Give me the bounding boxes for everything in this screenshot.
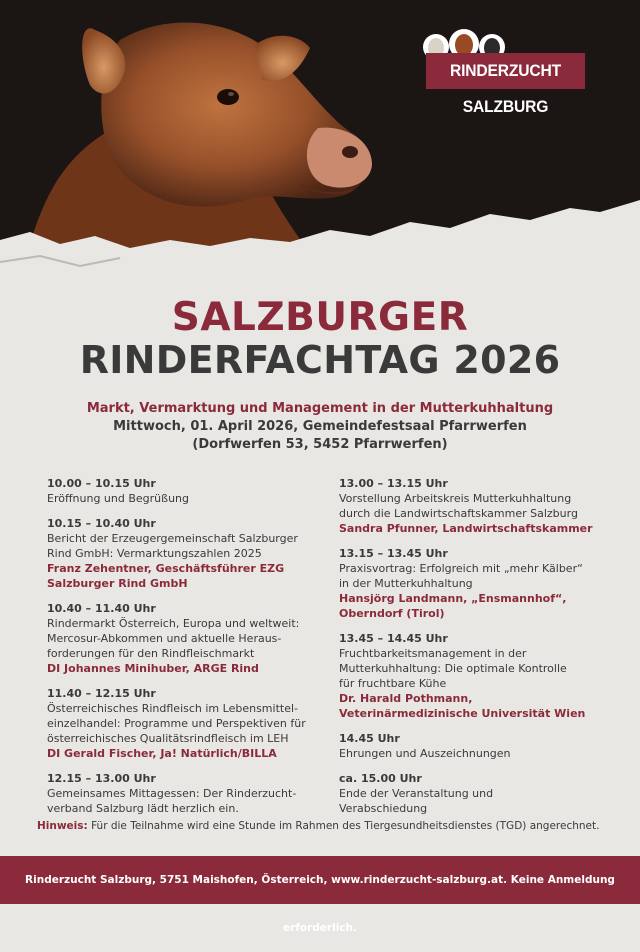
program-description-line: Mercosur-Abkommen und aktuelle Heraus- [47, 632, 282, 645]
program-time: 12.15 – 13.00 Uhr [47, 772, 156, 785]
program-item [339, 771, 619, 816]
program-description-line: Ehrungen und Auszeichnungen [339, 747, 511, 760]
program-left-column [47, 476, 327, 826]
program-speaker-line: Dr. Harald Pothmann, [339, 692, 473, 705]
program-time: ca. 15.00 Uhr [339, 772, 422, 785]
program-description-line: österreichisches Qualitätsrindfleisch im LEH [47, 732, 289, 745]
program-description-line: Rindermarkt Österreich, Europa und weltweit: [47, 617, 300, 630]
program-description-line: Fruchtbarkeitsmanagement in der [339, 647, 527, 660]
program-speaker-line: Hansjörg Landmann, „Ensmannhof“, [339, 592, 567, 605]
program-item [47, 771, 327, 816]
program-speaker-line: Veterinärmedizinische Universität Wien [339, 707, 586, 720]
program-time: 13.15 – 13.45 Uhr [339, 547, 448, 560]
program-time: 10.40 – 11.40 Uhr [47, 602, 156, 615]
program-item [47, 601, 327, 676]
program-description-line: in der Mutterkuhhaltung [339, 577, 473, 590]
program-description-line: Rind GmbH: Vermarktungszahlen 2025 [47, 547, 262, 560]
title-line-1: SALZBURGER [171, 295, 469, 340]
program-description-line: für fruchtbare Kühe [339, 677, 447, 690]
note [37, 820, 617, 832]
program-description-line: Praxisvortrag: Erfolgreich mit „mehr Kälber“ [339, 562, 583, 575]
hero-image [0, 0, 640, 280]
program-description-line: verband Salzburg lädt herzlich ein. [47, 802, 239, 815]
subtitle-topic: Markt, Vermarktung und Management in der Mutterkuhhaltung [86, 401, 554, 416]
logo [419, 27, 592, 116]
program-description-line: einzelhandel: Programme und Perspektiven für [47, 717, 306, 730]
program-description-line: Verabschiedung [339, 802, 428, 815]
program-time: 13.45 – 14.45 Uhr [339, 632, 448, 645]
program-description-line: durch die Landwirtschaftskammer Salzburg [339, 507, 578, 520]
logo-text: RINDERZUCHT SALZBURG [426, 53, 585, 89]
program-description-line: Mutterkuhhaltung: Die optimale Kontrolle [339, 662, 567, 675]
program-item [47, 686, 327, 761]
subtitle-date-venue: Mittwoch, 01. April 2026, Gemeindefestsaal Pfarrwerfen [113, 419, 527, 434]
program-description-line: Ende der Veranstaltung und [339, 787, 494, 800]
program-item [339, 631, 619, 721]
program-description-line: Vorstellung Arbeitskreis Mutterkuhhaltung [339, 492, 572, 505]
program-right-column [339, 476, 619, 826]
program-time: 10.15 – 10.40 Uhr [47, 517, 156, 530]
program-time: 13.00 – 13.15 Uhr [339, 477, 448, 490]
program-item [339, 476, 619, 536]
note-text: Für die Teilnahme wird eine Stunde im Rahmen des Tiergesundheitsdienstes (TGD) angerechnet. [91, 820, 600, 832]
subtitle-address: (Dorfwerfen 53, 5452 Pfarrwerfen) [192, 437, 448, 452]
program-item [47, 516, 327, 591]
program-time: 14.45 Uhr [339, 732, 400, 745]
program-description-line: Eröffnung und Begrüßung [47, 492, 190, 505]
program-description-line: Österreichisches Rindfleisch im Lebensmittel- [47, 702, 298, 715]
program-description-line: Bericht der Erzeugergemeinschaft Salzburger [47, 532, 298, 545]
program-speaker-line: Salzburger Rind GmbH [47, 577, 188, 590]
program-item [339, 731, 619, 761]
program-time: 10.00 – 10.15 Uhr [47, 477, 156, 490]
program-speaker-line: DI Gerald Fischer, Ja! Natürlich/BILLA [47, 747, 277, 760]
title-line-2: RINDERFACHTAG 2026 [79, 338, 561, 382]
program-item [47, 476, 327, 506]
footer: Rinderzucht Salzburg, 5751 Maishofen, Österreich, www.rinderzucht-salzburg.at. Keine Anmeldung erforderlich. [0, 856, 640, 904]
program-speaker-line: Oberndorf (Tirol) [339, 607, 445, 620]
program-description-line: Gemeinsames Mittagessen: Der Rinderzucht- [47, 787, 297, 800]
program-item [339, 546, 619, 621]
note-label: Hinweis: [37, 820, 88, 832]
program-description-line: forderungen für den Rindfleischmarkt [47, 647, 255, 660]
program-speaker-line: DI Johannes Minihuber, ARGE Rind [47, 662, 259, 675]
program-speaker-line: Franz Zehentner, Geschäftsführer EZG [47, 562, 285, 575]
program-speaker-line: Sandra Pfunner, Landwirtschaftskammer [339, 522, 593, 535]
program-time: 11.40 – 12.15 Uhr [47, 687, 156, 700]
